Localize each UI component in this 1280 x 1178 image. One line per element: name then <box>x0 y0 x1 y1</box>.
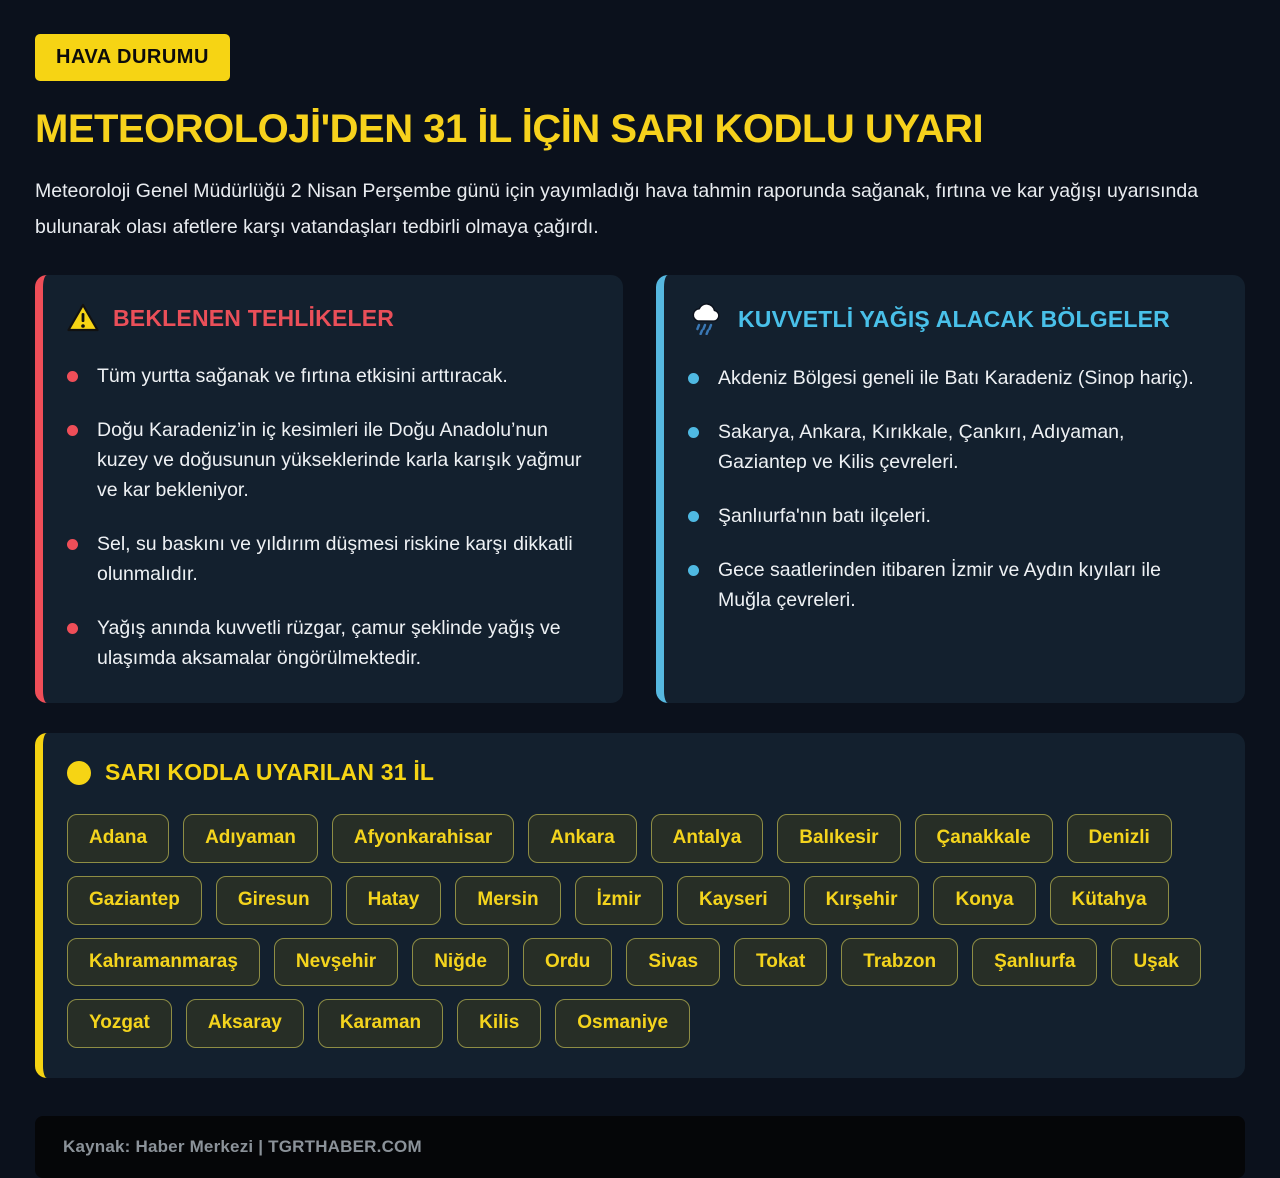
city-chip: Kayseri <box>677 876 790 925</box>
city-chip: Trabzon <box>841 938 958 987</box>
city-chip: Mersin <box>455 876 560 925</box>
bullet-dot <box>67 539 78 550</box>
bullet-dot <box>67 425 78 436</box>
city-chip: Sivas <box>626 938 720 987</box>
warning-triangle-icon <box>67 303 99 333</box>
list-item <box>688 363 1215 393</box>
city-chip: Ankara <box>528 814 636 863</box>
hazards-list <box>67 361 593 673</box>
yellow-circle-icon <box>67 761 91 785</box>
bullet-dot <box>688 373 699 384</box>
page-title: METEOROLOJİ'DEN 31 İL İÇİN SARI KODLU UYARI <box>35 107 984 151</box>
rain-regions-list <box>688 363 1215 615</box>
city-chip: Karaman <box>318 999 443 1048</box>
region-text: Şanlıurfa'nın batı ilçeleri. <box>718 505 931 527</box>
hazard-text: Sel, su baskını ve yıldırım düşmesi riskine karşı dikkatli olunmalıdır. <box>97 533 573 585</box>
city-chip: Denizli <box>1067 814 1172 863</box>
city-chip: Balıkesir <box>777 814 900 863</box>
city-chip: Kahramanmaraş <box>67 938 260 987</box>
intro-paragraph: Meteoroloji Genel Müdürlüğü 2 Nisan Perşembe günü için yayımladığı hava tahmin raporunda sağanak, fırtına ve kar yağışı uyarısında bulunarak olası afetlere karşı vatandaşları tedbirli olmaya çağırdı. <box>35 180 1199 238</box>
cities-card <box>35 733 1245 1078</box>
city-chip: Ordu <box>523 938 612 987</box>
list-item <box>67 613 593 673</box>
city-chip-list <box>67 814 1215 1048</box>
city-chip: Adıyaman <box>183 814 318 863</box>
city-chip: Aksaray <box>186 999 304 1048</box>
city-chip: Gaziantep <box>67 876 202 925</box>
city-chip: Hatay <box>346 876 442 925</box>
city-chip: Afyonkarahisar <box>332 814 514 863</box>
city-chip: Konya <box>933 876 1035 925</box>
city-chip: İzmir <box>575 876 663 925</box>
city-chip: Osmaniye <box>555 999 690 1048</box>
list-item <box>67 361 593 391</box>
bullet-dot <box>67 623 78 634</box>
bullet-dot <box>688 511 699 522</box>
hazards-card-title: BEKLENEN TEHLİKELER <box>113 304 395 331</box>
region-text: Gece saatlerinden itibaren İzmir ve Aydın kıyıları ile Muğla çevreleri. <box>718 559 1161 611</box>
hazards-card-header <box>67 303 593 333</box>
list-item <box>67 415 593 505</box>
city-chip: Kırşehir <box>804 876 920 925</box>
source-text: Kaynak: Haber Merkezi | TGRTHABER.COM <box>63 1137 422 1157</box>
city-chip: Niğde <box>412 938 509 987</box>
hazards-card <box>35 275 623 703</box>
city-chip: Çanakkale <box>915 814 1053 863</box>
city-chip: Yozgat <box>67 999 172 1048</box>
city-chip: Nevşehir <box>274 938 398 987</box>
source-bar <box>35 1116 1245 1178</box>
bullet-dot <box>67 371 78 382</box>
rain-regions-card <box>656 275 1245 703</box>
city-chip: Antalya <box>651 814 764 863</box>
cities-card-title: SARI KODLA UYARILAN 31 İL <box>105 759 435 785</box>
rain-cloud-icon <box>688 303 724 335</box>
region-text: Akdeniz Bölgesi geneli ile Batı Karadeniz (Sinop hariç). <box>718 367 1194 389</box>
cards-row <box>35 275 1245 703</box>
city-chip: Kütahya <box>1050 876 1169 925</box>
city-chip: Şanlıurfa <box>972 938 1097 987</box>
list-item <box>688 501 1215 531</box>
hazard-text: Doğu Karadeniz’in iç kesimleri ile Doğu Anadolu’nun kuzey ve doğusunun yükseklerinde karla karışık yağmur ve kar bekleniyor. <box>97 419 582 501</box>
hazard-text: Yağış anında kuvvetli rüzgar, çamur şeklinde yağış ve ulaşımda aksamalar öngörülmektedir. <box>97 617 561 669</box>
city-chip: Adana <box>67 814 169 863</box>
list-item <box>688 417 1215 477</box>
cities-card-header <box>67 759 1215 786</box>
category-badge: HAVA DURUMU <box>35 34 230 81</box>
city-chip: Uşak <box>1111 938 1200 987</box>
list-item <box>67 529 593 589</box>
bullet-dot <box>688 427 699 438</box>
hazard-text: Tüm yurtta sağanak ve fırtına etkisini arttıracak. <box>97 365 508 387</box>
city-chip: Giresun <box>216 876 332 925</box>
rain-card-header <box>688 303 1215 335</box>
region-text: Sakarya, Ankara, Kırıkkale, Çankırı, Adıyaman, Gaziantep ve Kilis çevreleri. <box>718 421 1125 473</box>
list-item <box>688 555 1215 615</box>
city-chip: Kilis <box>457 999 541 1048</box>
rain-card-title: KUVVETLİ YAĞIŞ ALACAK BÖLGELER <box>738 305 1170 332</box>
bullet-dot <box>688 565 699 576</box>
city-chip: Tokat <box>734 938 827 987</box>
